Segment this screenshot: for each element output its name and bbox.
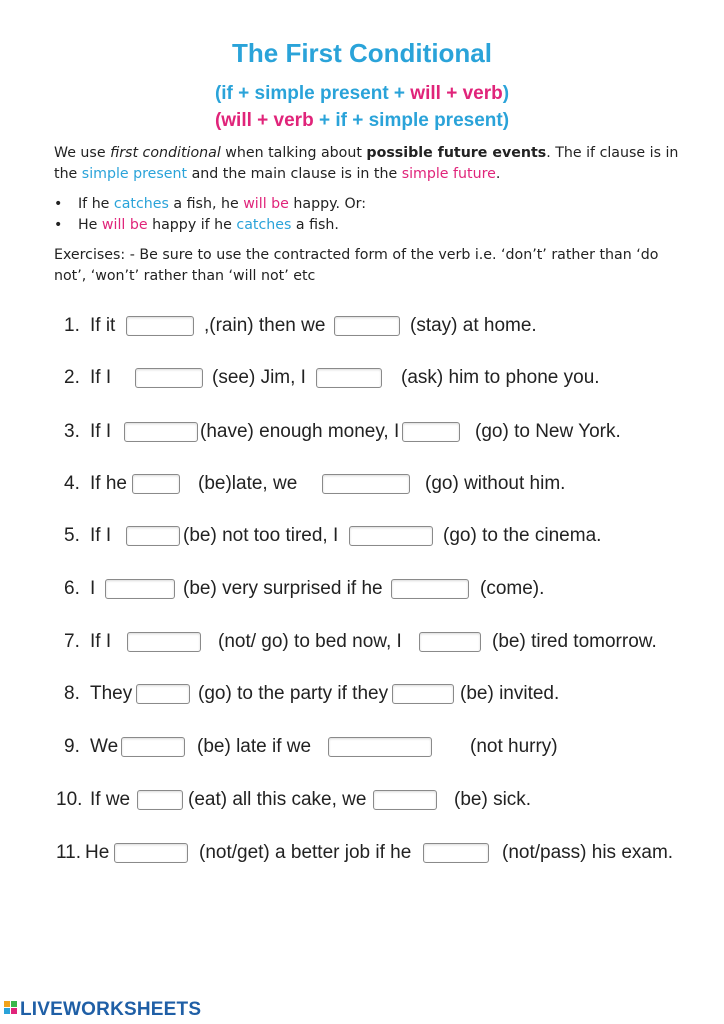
intro-text: and the main clause is in the bbox=[187, 166, 402, 182]
exercise-text: (have) enough money, I bbox=[200, 421, 400, 442]
exercise-text: (go) to the party if they bbox=[198, 683, 389, 704]
formula-part: ) bbox=[502, 83, 510, 104]
exercise-number: 1. bbox=[64, 315, 80, 336]
answer-input[interactable] bbox=[373, 790, 437, 810]
answer-input[interactable] bbox=[126, 526, 180, 546]
exercise-text: (not/pass) his exam. bbox=[502, 842, 674, 863]
answer-input[interactable] bbox=[334, 316, 400, 336]
answer-input[interactable] bbox=[391, 579, 469, 599]
example-item bbox=[54, 215, 366, 236]
answer-input[interactable] bbox=[135, 368, 203, 388]
answer-input[interactable] bbox=[132, 474, 180, 494]
intro-text: . The if clause is in the bbox=[54, 145, 679, 182]
example-future: will be bbox=[243, 196, 289, 212]
answer-input[interactable] bbox=[349, 526, 433, 546]
answer-input[interactable] bbox=[127, 632, 201, 652]
exercise-text: ,(rain) then we bbox=[204, 315, 326, 336]
intro-simple-present: simple present bbox=[81, 166, 188, 182]
exercise-text: (go) without him. bbox=[425, 473, 566, 494]
exercise-text: If I bbox=[90, 367, 112, 388]
example-list bbox=[54, 194, 366, 236]
answer-input[interactable] bbox=[121, 737, 185, 757]
example-present: catches bbox=[236, 217, 292, 233]
exercise-number: 7. bbox=[64, 631, 80, 652]
exercise-text: (not/get) a better job if he bbox=[199, 842, 412, 863]
exercise-number: 6. bbox=[64, 578, 80, 599]
exercise-text: (be) sick. bbox=[454, 789, 532, 810]
intro-paragraph bbox=[54, 143, 694, 185]
answer-input[interactable] bbox=[419, 632, 481, 652]
exercise-text: If I bbox=[90, 631, 112, 652]
example-text: a fish. bbox=[291, 217, 339, 233]
exercise-instructions: Exercises: - Be sure to use the contracted form of the verb i.e. ‘don’t’ rather than ‘do not’, ‘won’t’ rather than ‘will not’ etc bbox=[54, 247, 659, 284]
answer-input[interactable] bbox=[124, 422, 198, 442]
liveworksheets-logo-icon bbox=[4, 1001, 18, 1015]
answer-input[interactable] bbox=[137, 790, 183, 810]
example-text: He bbox=[78, 217, 102, 233]
example-item bbox=[54, 194, 366, 215]
exercise-text: If I bbox=[90, 525, 112, 546]
exercise-text: (be)late, we bbox=[198, 473, 298, 494]
exercise-text: We bbox=[90, 736, 119, 757]
exercise-text: (see) Jim, I bbox=[212, 367, 306, 388]
answer-input[interactable] bbox=[423, 843, 489, 863]
exercise-text: They bbox=[90, 683, 133, 704]
example-text: happy. Or: bbox=[288, 196, 367, 212]
formula-part: (if + simple present + bbox=[214, 83, 411, 104]
exercise-text: (stay) at home. bbox=[410, 315, 537, 336]
exercise-number: 10. bbox=[56, 789, 83, 810]
formula-part: (will + verb bbox=[214, 110, 314, 131]
exercise-text: If we bbox=[90, 789, 131, 810]
exercise-text: (ask) him to phone you. bbox=[401, 367, 600, 388]
example-text: If he bbox=[78, 196, 114, 212]
brand-text: LIVEWORKSHEETS bbox=[20, 999, 202, 1020]
intro-term: first conditional bbox=[110, 145, 221, 161]
exercise-text: (be) not too tired, I bbox=[183, 525, 339, 546]
example-future: will be bbox=[101, 217, 148, 233]
exercise-number: 4. bbox=[64, 473, 80, 494]
intro-emphasis: possible future events bbox=[366, 145, 547, 161]
exercise-text: (go) to New York. bbox=[475, 421, 621, 442]
answer-input[interactable] bbox=[392, 684, 454, 704]
formula-part: + if + simple present) bbox=[313, 110, 510, 131]
exercise-text: If I bbox=[90, 421, 112, 442]
exercise-text: If it bbox=[90, 315, 116, 336]
intro-simple-future: simple future bbox=[401, 166, 496, 182]
answer-input[interactable] bbox=[402, 422, 460, 442]
exercise-number: 8. bbox=[64, 683, 80, 704]
exercise-text: (be) very surprised if he bbox=[183, 578, 383, 599]
exercise-text: (be) tired tomorrow. bbox=[492, 631, 657, 652]
example-text: happy if he bbox=[147, 217, 237, 233]
formula-part: will + verb bbox=[410, 83, 503, 104]
formula-line-1 bbox=[0, 83, 724, 105]
example-present: catches bbox=[113, 196, 169, 212]
exercise-number: 11. bbox=[56, 842, 82, 863]
exercise-number: 2. bbox=[64, 367, 80, 388]
exercise-text: (be) late if we bbox=[197, 736, 312, 757]
example-text: a fish, he bbox=[168, 196, 244, 212]
answer-input[interactable] bbox=[316, 368, 382, 388]
exercise-text: (be) invited. bbox=[460, 683, 560, 704]
intro-text: We use bbox=[54, 145, 111, 161]
answer-input[interactable] bbox=[136, 684, 190, 704]
exercise-text: (come). bbox=[480, 578, 545, 599]
answer-input[interactable] bbox=[328, 737, 432, 757]
exercise-text: If he bbox=[90, 473, 127, 494]
intro-text: when talking about bbox=[220, 145, 367, 161]
page-title: The First Conditional bbox=[232, 38, 492, 68]
exercise-text: (not/ go) to bed now, I bbox=[218, 631, 402, 652]
exercise-text: (not hurry) bbox=[470, 736, 558, 757]
answer-input[interactable] bbox=[322, 474, 410, 494]
exercise-number: 9. bbox=[64, 736, 80, 757]
exercise-text: I bbox=[90, 578, 96, 599]
exercise-number: 3. bbox=[64, 421, 80, 442]
exercise-text: (eat) all this cake, we bbox=[188, 789, 367, 810]
formula-line-2 bbox=[0, 110, 724, 132]
exercise-text: He bbox=[85, 842, 110, 863]
answer-input[interactable] bbox=[105, 579, 175, 599]
exercise-number: 5. bbox=[64, 525, 80, 546]
answer-input[interactable] bbox=[126, 316, 194, 336]
answer-input[interactable] bbox=[114, 843, 188, 863]
exercise-text: (go) to the cinema. bbox=[443, 525, 602, 546]
intro-text: . bbox=[495, 166, 501, 182]
